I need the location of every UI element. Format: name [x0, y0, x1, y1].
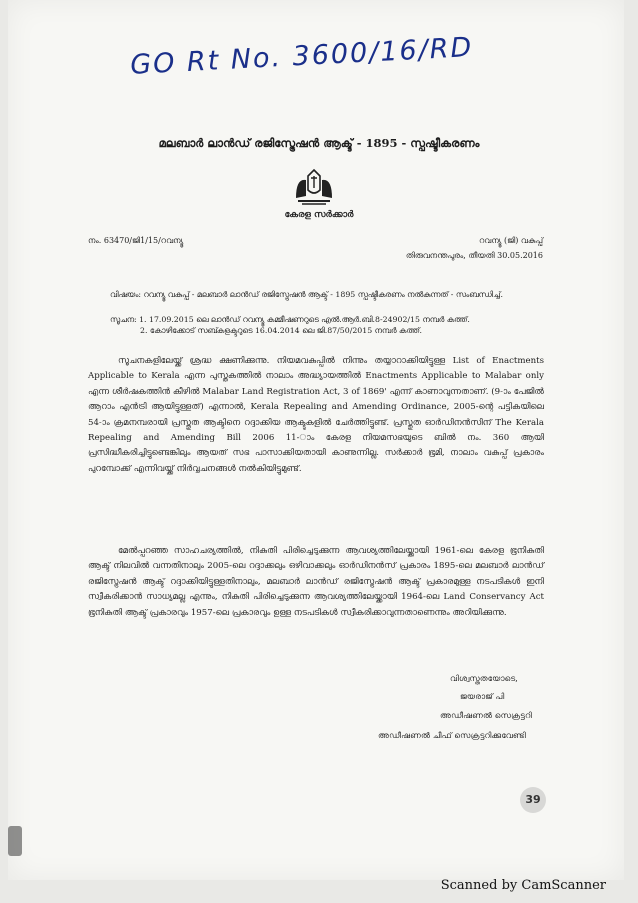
department-name: റവന്യൂ (ജി) വകുപ്പ്: [479, 236, 543, 245]
government-heading: കേരള സർക്കാർ: [284, 210, 354, 220]
subject-label: വിഷയം:: [110, 290, 141, 299]
reference-item: 1. 17.09.2015 ലെ ലാൻഡ് റവന്യൂ കമ്മീഷണറുടെ എൽ.ആർ.ബി.8-24902/15 നമ്പർ കത്ത്.: [139, 315, 470, 324]
document-title: മലബാർ ലാൻഡ് രജിസ്ട്രേഷൻ ആക്ട് - 1895 - സ്പഷ്ടീകരണം: [158, 136, 480, 150]
scanner-watermark: Scanned by CamScanner: [440, 878, 606, 893]
references-block: [110, 314, 540, 336]
kerala-emblem-icon: [290, 168, 338, 206]
subject-text: റവന്യൂ വകുപ്പ് - മലബാർ ലാൻഡ് രജിസ്ട്രേഷൻ ആക്ട് - 1895 സ്പഷ്ടീകരണം നൽകുന്നത് - സംബന്ധിച്ച്.: [143, 290, 503, 299]
reference-item: 2. കോഴിക്കോട് സബ്കളക്ടറുടെ 16.04.2014 ലെ ജി.87/50/2015 നമ്പർ കത്ത്.: [140, 326, 423, 335]
page-number-badge: 39: [520, 787, 546, 813]
subject-block: [110, 289, 540, 301]
closing-salutation: വിശ്വസ്തതയോടെ,: [450, 673, 518, 683]
body-paragraph-1: സൂചനകളിലേയ്ക്ക് ശ്രദ്ധ ക്ഷണിക്കുന്നു. നിയമവകുപ്പിൽ നിന്നും തയ്യാറാക്കിയിട്ടുള്ള List of Enactments Applicable to Kerala എന്ന പുസ്തകത്തിൽ നാലാം അദ്ധ്യായത്തിൽ Enactments Applicable to Malabar only എന്ന ശീർഷകത്തിൻ കീഴിൽ Malabar Land Registration Act, 3 of 1869' എന്ന് കാണാവുന്നതാണ്. (9-ാം പേജിൽ ആറാം എൻട്രി ആയിട്ടുള്ളത്) എന്നാൽ, Kerala Repealing and Amending Ordinance, 2005-ന്റെ പട്ടികയിലെ 54-ാം ക്രമനമ്പരായി പ്രസ്തുത ആക്ടിനെ റദ്ദാക്കിയ ആക്ടുകളിൽ ചേർത്തിട്ടുണ്ട്. പ്രസ്തുത ഓർഡിനൻസിന് The Kerala Repealing and Amending Bill 2006 11-ാം കേരള നിയമസഭയുടെ ബിൽ നം. 360 ആയി പ്രസിദ്ധീകരിച്ചിട്ടുണ്ടെങ്കിലും ആയത് സഭ പാസാക്കിയതായി കാണുന്നില്ല. സർക്കാർ ഭൂമി, നാലാം വകുപ്പ് പ്രകാരം പുറമ്പോക്ക് എന്നിവയ്ക്ക് നിർവ്വചനങ്ങൾ നൽകിയിട്ടുമുണ്ട്.: [88, 356, 544, 474]
signatory-name: ജയരാജ് പി: [460, 691, 505, 701]
body-paragraph-2: മേൽപ്പറഞ്ഞ സാഹചര്യത്തിൽ, നികുതി പിരിച്ചെടുക്കുന്ന ആവശ്യത്തിലേയ്ക്കായി 1961-ലെ കേരള ഭൂനികുതി ആക്ട് നിലവിൽ വന്നതിനാലും 2005-ലെ റദ്ദാക്കലും ഒഴിവാക്കലും ഓർഡിനൻസ് പ്രകാരം 1895-ലെ മലബാർ ലാൻഡ് രജിസ്ട്രേഷൻ ആക്ട് റദ്ദാക്കിയിട്ടുള്ളതിനാലും, മലബാർ ലാൻഡ് രജിസ്ട്രേഷൻ ആക്ട് പ്രകാരമുള്ള നടപടികൾ ഇനി സ്വീകരിക്കാൻ സാധ്യമല്ല എന്നും, നികുതി പിരിച്ചെടുക്കുന്ന ആവശ്യത്തിലേയ്ക്കായി 1964-ലെ Land Conservancy Act ഭൂനികുതി ആക്ട് പ്രകാരവും 1957-ലെ പ്രകാരവും ഉള്ള നടപടികൾ സ്വീകരിക്കാവുന്നതാണെന്നും അറിയിക്കുന്നു.: [88, 546, 544, 618]
handwritten-go-number: GO Rt No. 3600/16/RD: [129, 31, 474, 81]
place-and-date: തിരുവനന്തപുരം, തീയതി 30.05.2016: [405, 251, 543, 260]
signatory-on-behalf: അഡീഷണൽ ചീഫ് സെക്രട്ടറിക്കുവേണ്ടി: [378, 730, 526, 740]
scan-shadow: [8, 826, 22, 856]
references-label: സൂചന:: [110, 315, 137, 324]
signatory-title: അഡീഷണൽ സെക്രട്ടറി: [440, 710, 532, 720]
reference-number: നം. 63470/ജി1/15/റവന്യൂ: [88, 236, 184, 245]
